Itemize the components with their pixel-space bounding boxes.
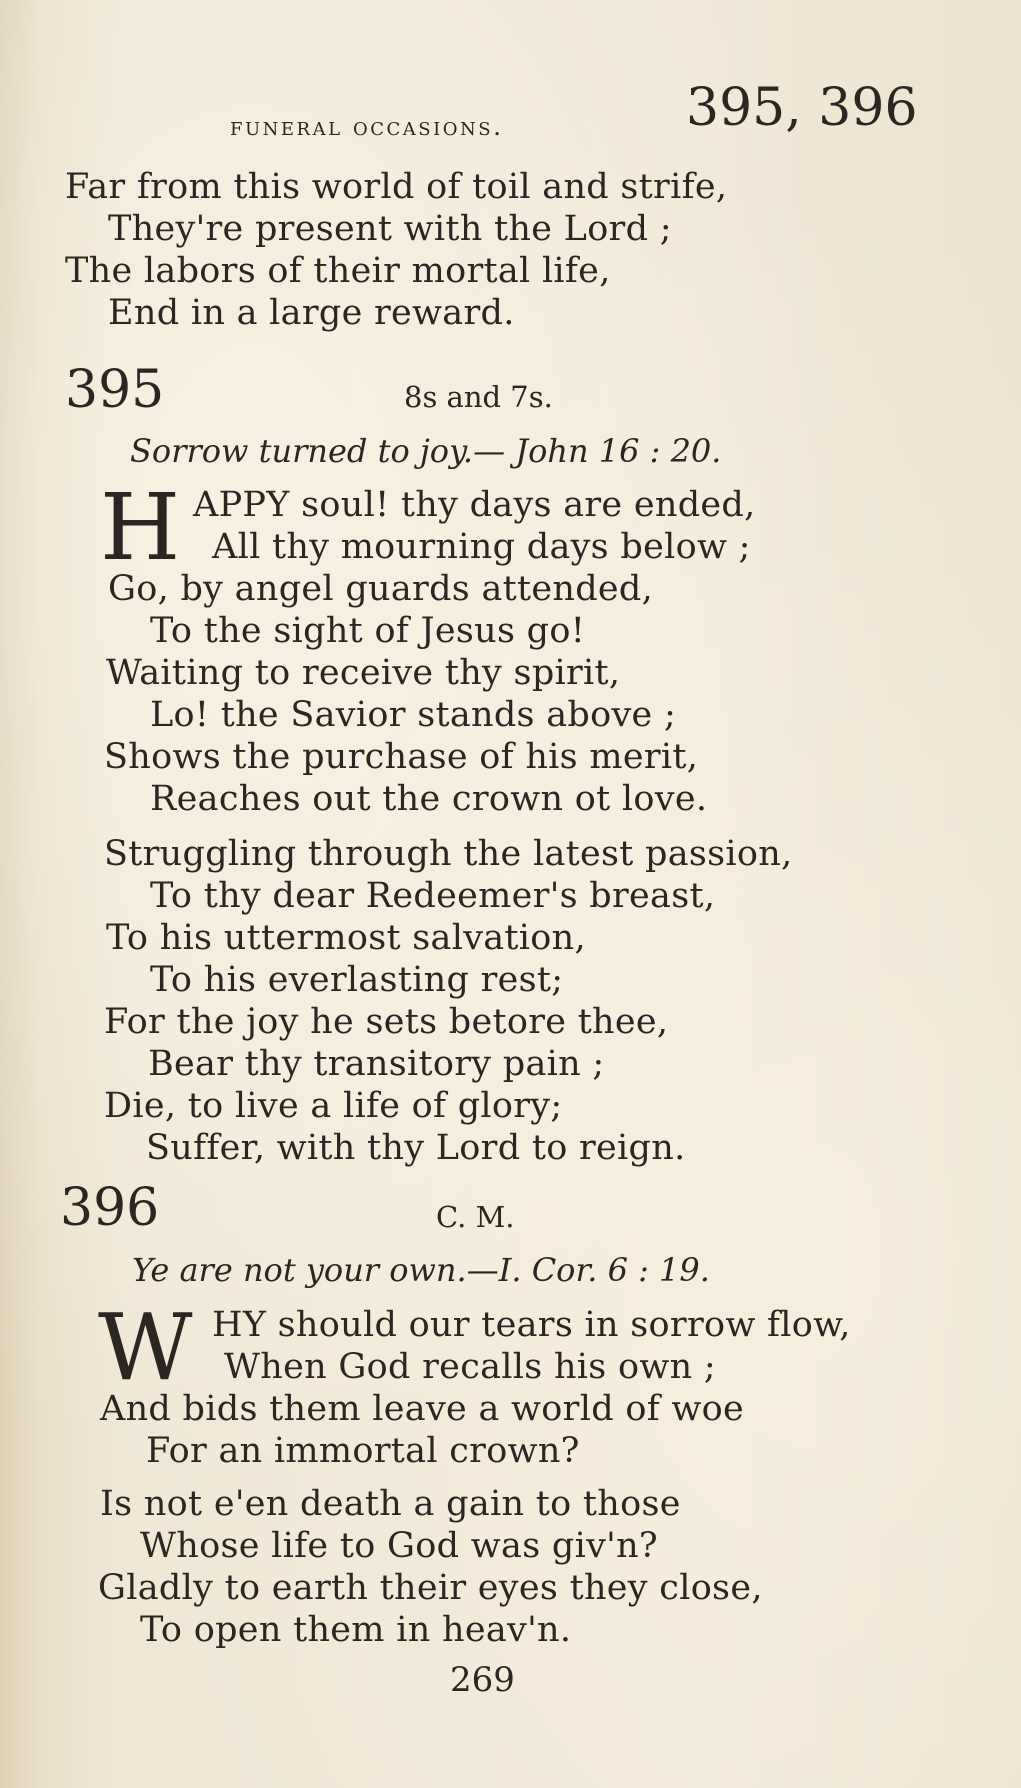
- hymn-396-number: 396: [60, 1178, 160, 1238]
- hymn-395-line: Bear thy transitory pain ;: [148, 1044, 605, 1084]
- hymn-396-line: HY should our tears in sorrow flow,: [212, 1305, 851, 1345]
- continuation-line: They're present with the Lord ;: [108, 209, 672, 249]
- hymn-395-line: Struggling through the latest passion,: [104, 834, 793, 874]
- hymn-395-line: To his uttermost salvation,: [106, 918, 586, 958]
- hymn-396-dropcap: W: [98, 1294, 193, 1401]
- hymn-396-line: Gladly to earth their eyes they close,: [98, 1568, 763, 1608]
- continuation-line: End in a large reward.: [108, 293, 515, 333]
- hymn-396-text-reference: Ye are not your own.—I. Cor. 6 : 19.: [132, 1251, 710, 1289]
- running-title: funeral occasions.: [230, 112, 504, 141]
- hymn-396-line: Whose life to God was giv'n?: [140, 1526, 659, 1566]
- continuation-line: Far from this world of toil and strife,: [65, 167, 728, 207]
- hymn-395-number: 395: [65, 360, 165, 420]
- hymn-395-line: Reaches out the crown ot love.: [150, 779, 708, 819]
- hymn-395-line: All thy mourning days below ;: [212, 527, 751, 567]
- hymn-395-line: To thy dear Redeemer's breast,: [150, 876, 716, 916]
- hymn-395-dropcap: H: [100, 474, 181, 581]
- continuation-line: The labors of their mortal life,: [65, 251, 611, 291]
- hymn-395-line: Waiting to receive thy spirit,: [106, 653, 621, 693]
- hymn-395-meter: 8s and 7s.: [404, 380, 553, 414]
- hymn-395-text-reference: Sorrow turned to joy.— John 16 : 20.: [130, 432, 722, 470]
- hymn-395-line: Suffer, with thy Lord to reign.: [146, 1128, 686, 1168]
- hymn-395-line: Go, by angel guards attended,: [108, 569, 654, 609]
- hymn-396-meter: C. M.: [436, 1200, 515, 1234]
- page-number: 269: [450, 1660, 515, 1700]
- hymn-396-line: When God recalls his own ;: [224, 1347, 716, 1387]
- hymn-396-line: And bids them leave a world of woe: [100, 1389, 745, 1429]
- hymn-395-line: Lo! the Savior stands above ;: [150, 695, 677, 735]
- hymn-395-line: For the joy he sets betore thee,: [104, 1002, 669, 1042]
- hymn-395-line: To the sight of Jesus go!: [150, 611, 586, 651]
- hymn-396-line: For an immortal crown?: [146, 1431, 580, 1471]
- hymn-395-line: Die, to live a life of glory;: [104, 1086, 563, 1126]
- hymn-395-line: APPY soul! thy days are ended,: [193, 485, 756, 525]
- hymn-396-line: Is not e'en death a gain to those: [100, 1484, 681, 1524]
- hymn-395-line: To his everlasting rest;: [150, 960, 564, 1000]
- hymn-396-line: To open them in heav'n.: [140, 1610, 572, 1650]
- header-hymn-numbers: 395, 396: [686, 78, 918, 138]
- hymn-395-line: Shows the purchase of his merit,: [104, 737, 699, 777]
